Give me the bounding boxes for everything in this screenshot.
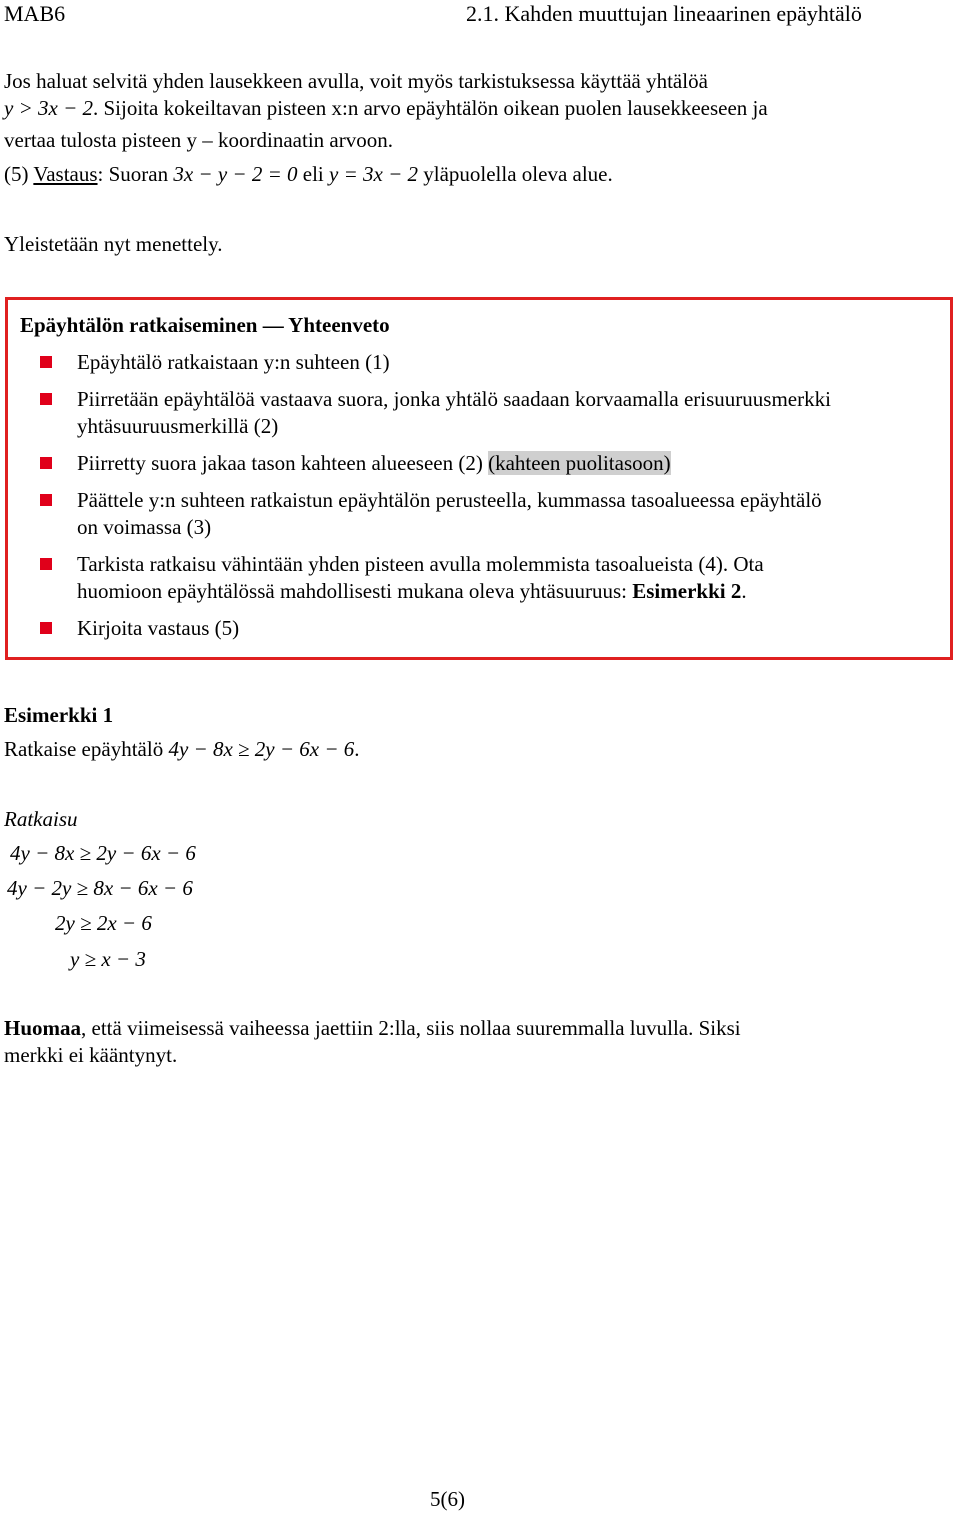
page-number: 5(6)	[430, 1487, 465, 1511]
summary-item-2-line-2: yhtäsuuruusmerkillä (2)	[77, 414, 279, 438]
header-course: MAB6	[4, 1, 66, 26]
intro-line-1: Jos haluat selvitä yhden lausekkeen avulla, voit myös tarkistuksessa käyttää yhtälöä	[4, 69, 708, 93]
summary-item-5-end: .	[741, 579, 747, 603]
bullet-square-icon	[40, 494, 52, 506]
example-title: Esimerkki 1	[4, 703, 114, 727]
solution-step-3: 2y ≥ 2x − 6	[55, 911, 152, 935]
answer-label: Vastaus	[33, 162, 98, 186]
answer-equation-2: y = 3x − 2	[329, 162, 418, 186]
example-task-text: Ratkaise epäyhtälö	[4, 737, 169, 761]
header-section-title: 2.1. Kahden muuttujan lineaarinen epäyhtälö	[466, 1, 862, 26]
example-task-end: .	[354, 737, 360, 761]
bullet-square-icon	[40, 393, 52, 405]
intro-line-3: vertaa tulosta pisteen y – koordinaatin arvoon.	[4, 128, 393, 152]
answer-mid: eli	[297, 162, 330, 186]
summary-item-5-text: huomioon epäyhtälössä mahdollisesti mukana oleva yhtäsuuruus:	[77, 579, 627, 603]
example-task-inequality: 4y − 8x ≥ 2y − 6x − 6	[168, 737, 355, 761]
answer-equation-1: 3x − y − 2 = 0	[173, 162, 298, 186]
bullet-square-icon	[40, 457, 52, 469]
intro-line-2	[4, 95, 896, 122]
note-line-1	[4, 1015, 896, 1042]
summary-item-3-text: Piirretty suora jakaa tason kahteen alueeseen (2)	[77, 451, 483, 475]
summary-item-3-highlight: (kahteen puolitasoon)	[488, 451, 671, 475]
solution-step-4: y ≥ x − 3	[70, 947, 146, 971]
summary-item-2-line-1: Piirretään epäyhtälöä vastaava suora, jonka yhtälö saadaan korvaamalla erisuuruusmerkki	[77, 387, 831, 411]
summary-item-3	[77, 450, 939, 477]
note-line-2: merkki ei kääntynyt.	[4, 1043, 178, 1067]
intro-line-2-text: . Sijoita kokeiltavan pisteen x:n arvo epäyhtälön oikean puolen lausekkeeseen ja	[92, 96, 768, 120]
note-text-1: , että viimeisessä vaiheessa jaettiin 2:lla, siis nollaa suuremmalla luvulla. Siksi	[81, 1016, 741, 1040]
answer-colon: : Suoran	[97, 162, 174, 186]
bullet-square-icon	[40, 558, 52, 570]
answer-suffix: yläpuolella oleva alue.	[418, 162, 613, 186]
summary-item-6: Kirjoita vastaus (5)	[77, 616, 240, 640]
note-bold: Huomaa	[4, 1016, 82, 1040]
summary-item-5-line-2	[77, 578, 939, 605]
solution-label: Ratkaisu	[4, 807, 78, 831]
summary-item-1: Epäyhtälö ratkaistaan y:n suhteen (1)	[77, 350, 390, 374]
summary-item-4-line-2: on voimassa (3)	[77, 515, 212, 539]
summary-item-5-example-ref: Esimerkki 2	[632, 579, 742, 603]
generalize-text: Yleistetään nyt menettely.	[4, 232, 223, 256]
answer-prefix: (5)	[4, 162, 34, 186]
example-task	[4, 736, 896, 763]
solution-step-2: 4y − 2y ≥ 8x − 6x − 6	[7, 876, 193, 900]
intro-inequality: y > 3x − 2	[4, 96, 93, 120]
summary-title: Epäyhtälön ratkaiseminen — Yhteenveto	[20, 313, 390, 337]
bullet-square-icon	[40, 622, 52, 634]
bullet-square-icon	[40, 356, 52, 368]
summary-item-4-line-1: Päättele y:n suhteen ratkaistun epäyhtälön perusteella, kummassa tasoalueessa epäyhtälö	[77, 488, 822, 512]
solution-step-1: 4y − 8x ≥ 2y − 6x − 6	[10, 841, 196, 865]
summary-item-5-line-1: Tarkista ratkaisu vähintään yhden pisteen avulla molemmista tasoalueista (4). Ota	[77, 552, 764, 576]
answer-line	[4, 161, 896, 188]
